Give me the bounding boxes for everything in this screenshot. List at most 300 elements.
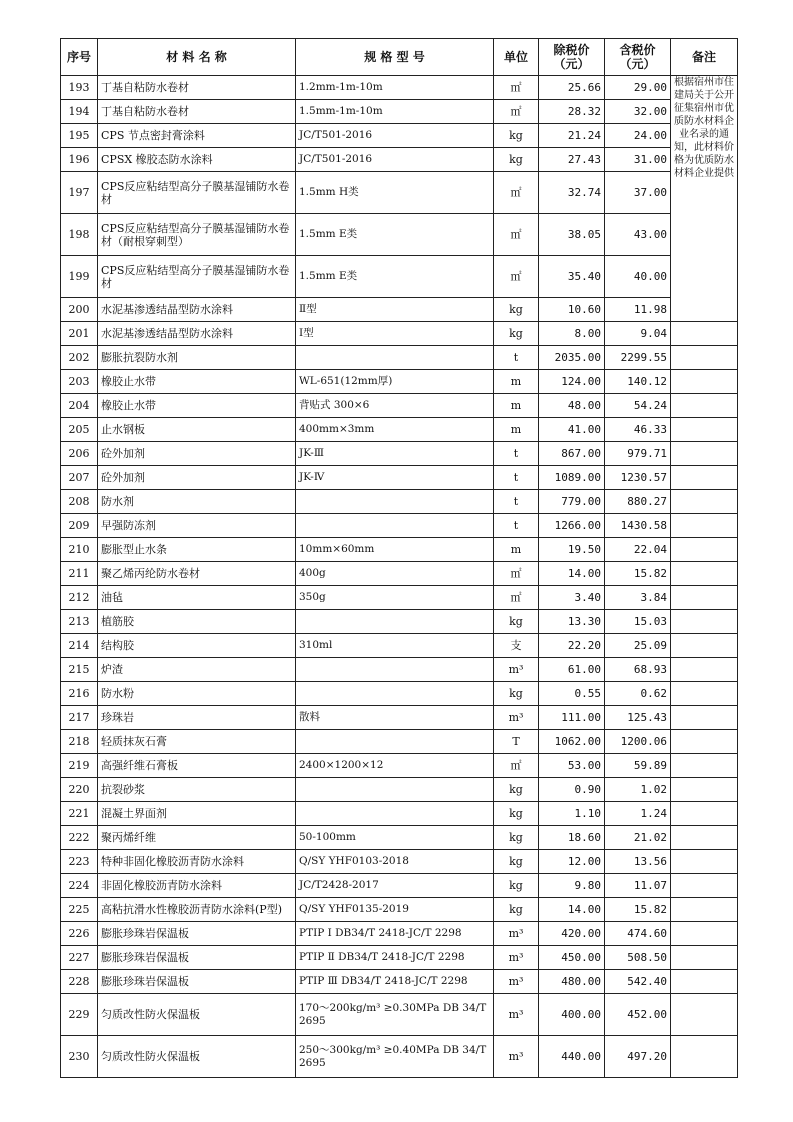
material-name: 高强纤维石膏板 xyxy=(98,754,296,778)
table-row xyxy=(61,994,738,1036)
price-ex-tax: 440.00 xyxy=(539,1036,605,1078)
specification: JK-Ⅳ xyxy=(296,466,494,490)
table-row xyxy=(61,730,738,754)
material-name: 防水粉 xyxy=(98,682,296,706)
specification xyxy=(296,490,494,514)
row-number: 194 xyxy=(61,100,98,124)
row-number: 209 xyxy=(61,514,98,538)
price-inc-tax: 9.04 xyxy=(605,322,671,346)
table-row xyxy=(61,514,738,538)
material-name: 砼外加剂 xyxy=(98,466,296,490)
remark-cell xyxy=(671,370,738,394)
table-row xyxy=(61,100,738,124)
price-inc-tax: 29.00 xyxy=(605,76,671,100)
unit: m³ xyxy=(494,922,539,946)
table-row xyxy=(61,1036,738,1078)
price-ex-tax: 0.90 xyxy=(539,778,605,802)
unit: ㎡ xyxy=(494,586,539,610)
unit: ㎡ xyxy=(494,76,539,100)
material-name: 匀质改性防火保温板 xyxy=(98,994,296,1036)
row-number: 229 xyxy=(61,994,98,1036)
price-ex-tax: 0.55 xyxy=(539,682,605,706)
row-number: 211 xyxy=(61,562,98,586)
table-row xyxy=(61,76,738,100)
unit: m³ xyxy=(494,970,539,994)
table-row xyxy=(61,778,738,802)
row-number: 208 xyxy=(61,490,98,514)
table-row xyxy=(61,706,738,730)
remark-cell xyxy=(671,970,738,994)
price-ex-tax: 867.00 xyxy=(539,442,605,466)
price-inc-tax: 474.60 xyxy=(605,922,671,946)
remark-cell xyxy=(671,418,738,442)
table-row xyxy=(61,682,738,706)
price-inc-tax: 497.20 xyxy=(605,1036,671,1078)
remark-cell xyxy=(671,394,738,418)
unit: kg xyxy=(494,298,539,322)
row-number: 228 xyxy=(61,970,98,994)
remark-cell xyxy=(671,346,738,370)
price-ex-tax: 21.24 xyxy=(539,124,605,148)
price-ex-tax: 111.00 xyxy=(539,706,605,730)
remark-cell xyxy=(671,826,738,850)
row-number: 205 xyxy=(61,418,98,442)
price-inc-tax: 11.98 xyxy=(605,298,671,322)
price-ex-tax: 1089.00 xyxy=(539,466,605,490)
price-inc-tax: 21.02 xyxy=(605,826,671,850)
table-row xyxy=(61,658,738,682)
row-number: 217 xyxy=(61,706,98,730)
row-number: 212 xyxy=(61,586,98,610)
remark-cell xyxy=(671,922,738,946)
material-name: 丁基自粘防水卷材 xyxy=(98,100,296,124)
price-inc-tax: 22.04 xyxy=(605,538,671,562)
material-name: 膨胀珍珠岩保温板 xyxy=(98,970,296,994)
table-row xyxy=(61,370,738,394)
unit: t xyxy=(494,346,539,370)
price-inc-tax: 37.00 xyxy=(605,172,671,214)
remark-cell xyxy=(671,658,738,682)
price-inc-tax: 1230.57 xyxy=(605,466,671,490)
specification xyxy=(296,346,494,370)
remark-cell xyxy=(671,778,738,802)
remark-cell xyxy=(671,442,738,466)
row-number: 214 xyxy=(61,634,98,658)
material-name: CPS反应粘结型高分子膜基湿铺防水卷材 xyxy=(98,256,296,298)
price-ex-tax: 1266.00 xyxy=(539,514,605,538)
row-number: 222 xyxy=(61,826,98,850)
specification: JC/T2428-2017 xyxy=(296,874,494,898)
material-name: 橡胶止水带 xyxy=(98,370,296,394)
table-row xyxy=(61,172,738,214)
price-inc-tax: 2299.55 xyxy=(605,346,671,370)
header-no: 序号 xyxy=(61,39,98,76)
material-name: 膨胀抗裂防水剂 xyxy=(98,346,296,370)
row-number: 224 xyxy=(61,874,98,898)
specification: JC/T501-2016 xyxy=(296,148,494,172)
price-ex-tax: 9.80 xyxy=(539,874,605,898)
table-row xyxy=(61,754,738,778)
unit: t xyxy=(494,490,539,514)
row-number: 203 xyxy=(61,370,98,394)
unit: t xyxy=(494,442,539,466)
specification: PTIP Ⅱ DB34/T 2418-JC/T 2298 xyxy=(296,946,494,970)
specification: 400g xyxy=(296,562,494,586)
row-number: 226 xyxy=(61,922,98,946)
table-row xyxy=(61,826,738,850)
unit: kg xyxy=(494,778,539,802)
price-ex-tax: 32.74 xyxy=(539,172,605,214)
unit: ㎡ xyxy=(494,256,539,298)
table-row xyxy=(61,970,738,994)
unit: kg xyxy=(494,898,539,922)
price-inc-tax: 25.09 xyxy=(605,634,671,658)
table-row xyxy=(61,394,738,418)
remark-cell xyxy=(671,562,738,586)
price-ex-tax: 10.60 xyxy=(539,298,605,322)
specification: Ⅱ型 xyxy=(296,298,494,322)
price-inc-tax: 452.00 xyxy=(605,994,671,1036)
price-ex-tax: 41.00 xyxy=(539,418,605,442)
price-inc-tax: 1200.06 xyxy=(605,730,671,754)
row-number: 195 xyxy=(61,124,98,148)
price-inc-tax: 54.24 xyxy=(605,394,671,418)
row-number: 227 xyxy=(61,946,98,970)
price-ex-tax: 779.00 xyxy=(539,490,605,514)
unit: t xyxy=(494,466,539,490)
specification: 250～300kg/m³ ≥0.40MPa DB 34/T 2695 xyxy=(296,1036,494,1078)
material-name: 早强防冻剂 xyxy=(98,514,296,538)
price-inc-tax: 0.62 xyxy=(605,682,671,706)
specification xyxy=(296,658,494,682)
material-price-table xyxy=(60,38,738,1078)
material-name: 炉渣 xyxy=(98,658,296,682)
row-number: 215 xyxy=(61,658,98,682)
unit: kg xyxy=(494,802,539,826)
price-ex-tax: 480.00 xyxy=(539,970,605,994)
price-ex-tax: 35.40 xyxy=(539,256,605,298)
unit: kg xyxy=(494,124,539,148)
specification: 10mm×60mm xyxy=(296,538,494,562)
specification: 170～200kg/m³ ≥0.30MPa DB 34/T 2695 xyxy=(296,994,494,1036)
remark-cell xyxy=(671,850,738,874)
table-row xyxy=(61,634,738,658)
remark-cell xyxy=(671,1036,738,1078)
remark-cell xyxy=(671,802,738,826)
table-row xyxy=(61,490,738,514)
remark-cell xyxy=(671,730,738,754)
price-ex-tax: 48.00 xyxy=(539,394,605,418)
row-number: 213 xyxy=(61,610,98,634)
remark-cell xyxy=(671,514,738,538)
unit: ㎡ xyxy=(494,754,539,778)
table-row xyxy=(61,874,738,898)
price-ex-tax: 18.60 xyxy=(539,826,605,850)
remark-cell xyxy=(671,610,738,634)
specification xyxy=(296,778,494,802)
row-number: 221 xyxy=(61,802,98,826)
table-row xyxy=(61,346,738,370)
unit: t xyxy=(494,514,539,538)
remark-cell xyxy=(671,994,738,1036)
price-inc-tax: 15.82 xyxy=(605,562,671,586)
unit: kg xyxy=(494,826,539,850)
price-ex-tax: 28.32 xyxy=(539,100,605,124)
unit: kg xyxy=(494,850,539,874)
specification: 310ml xyxy=(296,634,494,658)
header-spec: 规 格 型 号 xyxy=(296,39,494,76)
price-ex-tax: 53.00 xyxy=(539,754,605,778)
remark-cell xyxy=(671,898,738,922)
row-number: 201 xyxy=(61,322,98,346)
material-name: 抗裂砂浆 xyxy=(98,778,296,802)
row-number: 196 xyxy=(61,148,98,172)
price-ex-tax: 1062.00 xyxy=(539,730,605,754)
remark-cell xyxy=(671,538,738,562)
price-inc-tax: 979.71 xyxy=(605,442,671,466)
unit: m³ xyxy=(494,1036,539,1078)
header-unit: 单位 xyxy=(494,39,539,76)
row-number: 197 xyxy=(61,172,98,214)
table-row xyxy=(61,124,738,148)
material-name: 膨胀型止水条 xyxy=(98,538,296,562)
unit: ㎡ xyxy=(494,100,539,124)
specification xyxy=(296,682,494,706)
price-inc-tax: 1.24 xyxy=(605,802,671,826)
price-ex-tax: 124.00 xyxy=(539,370,605,394)
unit: m xyxy=(494,370,539,394)
price-inc-tax: 43.00 xyxy=(605,214,671,256)
price-ex-tax: 400.00 xyxy=(539,994,605,1036)
material-name: 水泥基渗透结晶型防水涂料 xyxy=(98,298,296,322)
table-row xyxy=(61,442,738,466)
unit: ㎡ xyxy=(494,172,539,214)
row-number: 199 xyxy=(61,256,98,298)
material-name: 非固化橡胶沥青防水涂料 xyxy=(98,874,296,898)
table-row xyxy=(61,148,738,172)
price-ex-tax: 12.00 xyxy=(539,850,605,874)
material-name: 止水钢板 xyxy=(98,418,296,442)
specification: 2400×1200×12 xyxy=(296,754,494,778)
unit: kg xyxy=(494,610,539,634)
price-inc-tax: 125.43 xyxy=(605,706,671,730)
material-name: 聚丙烯纤维 xyxy=(98,826,296,850)
price-inc-tax: 880.27 xyxy=(605,490,671,514)
table-row xyxy=(61,298,738,322)
specification: 背贴式 300×6 xyxy=(296,394,494,418)
specification: PTIP Ⅲ DB34/T 2418-JC/T 2298 xyxy=(296,970,494,994)
row-number: 225 xyxy=(61,898,98,922)
table-row xyxy=(61,214,738,256)
price-inc-tax: 1.02 xyxy=(605,778,671,802)
unit: m³ xyxy=(494,994,539,1036)
row-number: 230 xyxy=(61,1036,98,1078)
price-ex-tax: 420.00 xyxy=(539,922,605,946)
unit: 支 xyxy=(494,634,539,658)
remark-cell xyxy=(671,874,738,898)
price-ex-tax: 25.66 xyxy=(539,76,605,100)
table-row xyxy=(61,562,738,586)
unit: m³ xyxy=(494,946,539,970)
remark-cell xyxy=(671,490,738,514)
header-price-ex-tax: 除税价 （元） xyxy=(539,39,605,76)
material-name: 聚乙烯丙纶防水卷材 xyxy=(98,562,296,586)
unit: T xyxy=(494,730,539,754)
material-name: CPS反应粘结型高分子膜基湿铺防水卷材 xyxy=(98,172,296,214)
remark-cell xyxy=(671,706,738,730)
price-ex-tax: 8.00 xyxy=(539,322,605,346)
material-name: 水泥基渗透结晶型防水涂料 xyxy=(98,322,296,346)
material-name: 植筋胶 xyxy=(98,610,296,634)
row-number: 193 xyxy=(61,76,98,100)
price-inc-tax: 68.93 xyxy=(605,658,671,682)
material-name: 橡胶止水带 xyxy=(98,394,296,418)
price-ex-tax: 2035.00 xyxy=(539,346,605,370)
specification: Q/SY YHF0135-2019 xyxy=(296,898,494,922)
material-name: CPSX 橡胶态防水涂料 xyxy=(98,148,296,172)
table-row xyxy=(61,850,738,874)
price-inc-tax: 508.50 xyxy=(605,946,671,970)
specification: 1.5mm E类 xyxy=(296,214,494,256)
specification: 350g xyxy=(296,586,494,610)
row-number: 198 xyxy=(61,214,98,256)
price-ex-tax: 38.05 xyxy=(539,214,605,256)
price-ex-tax: 61.00 xyxy=(539,658,605,682)
unit: ㎡ xyxy=(494,562,539,586)
row-number: 216 xyxy=(61,682,98,706)
price-ex-tax: 1.10 xyxy=(539,802,605,826)
material-name: 防水剂 xyxy=(98,490,296,514)
unit: m xyxy=(494,394,539,418)
table-row xyxy=(61,256,738,298)
specification: PTIP Ⅰ DB34/T 2418-JC/T 2298 xyxy=(296,922,494,946)
material-name: 珍珠岩 xyxy=(98,706,296,730)
price-ex-tax: 14.00 xyxy=(539,562,605,586)
table-row xyxy=(61,322,738,346)
material-name: 高粘抗滑水性橡胶沥青防水涂料(P型) xyxy=(98,898,296,922)
row-number: 202 xyxy=(61,346,98,370)
table-row xyxy=(61,586,738,610)
material-name: 丁基自粘防水卷材 xyxy=(98,76,296,100)
specification: 1.5mm H类 xyxy=(296,172,494,214)
price-ex-tax: 450.00 xyxy=(539,946,605,970)
unit: m³ xyxy=(494,706,539,730)
material-name: CPS反应粘结型高分子膜基湿铺防水卷材（耐根穿刺型） xyxy=(98,214,296,256)
unit: kg xyxy=(494,148,539,172)
specification: 1.5mm-1m-10m xyxy=(296,100,494,124)
remark-note: 根据宿州市住建局关于公开征集宿州市优质防水材料企业名录的通知，此材料价格为优质防水材料企业提供 xyxy=(671,76,738,322)
specification xyxy=(296,610,494,634)
row-number: 204 xyxy=(61,394,98,418)
remark-cell xyxy=(671,466,738,490)
unit: kg xyxy=(494,322,539,346)
unit: ㎡ xyxy=(494,214,539,256)
specification xyxy=(296,514,494,538)
remark-cell xyxy=(671,586,738,610)
row-number: 206 xyxy=(61,442,98,466)
table-row xyxy=(61,922,738,946)
row-number: 210 xyxy=(61,538,98,562)
price-ex-tax: 14.00 xyxy=(539,898,605,922)
specification: 1.2mm-1m-10m xyxy=(296,76,494,100)
price-inc-tax: 15.03 xyxy=(605,610,671,634)
price-inc-tax: 40.00 xyxy=(605,256,671,298)
specification: 1.5mm E类 xyxy=(296,256,494,298)
row-number: 220 xyxy=(61,778,98,802)
material-name: 匀质改性防火保温板 xyxy=(98,1036,296,1078)
specification xyxy=(296,802,494,826)
material-name: 砼外加剂 xyxy=(98,442,296,466)
remark-cell xyxy=(671,634,738,658)
price-ex-tax: 27.43 xyxy=(539,148,605,172)
specification: 400mm×3mm xyxy=(296,418,494,442)
material-name: CPS 节点密封膏涂料 xyxy=(98,124,296,148)
price-inc-tax: 11.07 xyxy=(605,874,671,898)
unit: m xyxy=(494,538,539,562)
remark-cell xyxy=(671,322,738,346)
price-inc-tax: 32.00 xyxy=(605,100,671,124)
table-row xyxy=(61,538,738,562)
price-inc-tax: 13.56 xyxy=(605,850,671,874)
remark-cell xyxy=(671,754,738,778)
price-inc-tax: 3.84 xyxy=(605,586,671,610)
specification: 50-100mm xyxy=(296,826,494,850)
row-number: 218 xyxy=(61,730,98,754)
specification: 散料 xyxy=(296,706,494,730)
header-row xyxy=(61,39,738,76)
price-inc-tax: 59.89 xyxy=(605,754,671,778)
specification: JC/T501-2016 xyxy=(296,124,494,148)
price-ex-tax: 22.20 xyxy=(539,634,605,658)
material-name: 混凝土界面剂 xyxy=(98,802,296,826)
specification: WL-651(12mm厚) xyxy=(296,370,494,394)
price-ex-tax: 19.50 xyxy=(539,538,605,562)
specification: Q/SY YHF0103-2018 xyxy=(296,850,494,874)
price-inc-tax: 1430.58 xyxy=(605,514,671,538)
header-remark: 备注 xyxy=(671,39,738,76)
price-inc-tax: 31.00 xyxy=(605,148,671,172)
header-name: 材 料 名 称 xyxy=(98,39,296,76)
header-price-inc-tax: 含税价 （元） xyxy=(605,39,671,76)
unit: kg xyxy=(494,682,539,706)
table-row xyxy=(61,946,738,970)
row-number: 219 xyxy=(61,754,98,778)
material-name: 轻质抹灰石膏 xyxy=(98,730,296,754)
table-row xyxy=(61,802,738,826)
remark-cell xyxy=(671,946,738,970)
price-inc-tax: 24.00 xyxy=(605,124,671,148)
specification: JK-Ⅲ xyxy=(296,442,494,466)
price-ex-tax: 13.30 xyxy=(539,610,605,634)
price-ex-tax: 3.40 xyxy=(539,586,605,610)
unit: m xyxy=(494,418,539,442)
price-inc-tax: 15.82 xyxy=(605,898,671,922)
table-row xyxy=(61,418,738,442)
material-name: 膨胀珍珠岩保温板 xyxy=(98,922,296,946)
row-number: 223 xyxy=(61,850,98,874)
remark-cell xyxy=(671,682,738,706)
unit: kg xyxy=(494,874,539,898)
specification xyxy=(296,730,494,754)
price-inc-tax: 46.33 xyxy=(605,418,671,442)
material-name: 膨胀珍珠岩保温板 xyxy=(98,946,296,970)
price-inc-tax: 542.40 xyxy=(605,970,671,994)
material-name: 油毡 xyxy=(98,586,296,610)
unit: m³ xyxy=(494,658,539,682)
table-row xyxy=(61,466,738,490)
table-row xyxy=(61,610,738,634)
material-name: 特种非固化橡胶沥青防水涂料 xyxy=(98,850,296,874)
